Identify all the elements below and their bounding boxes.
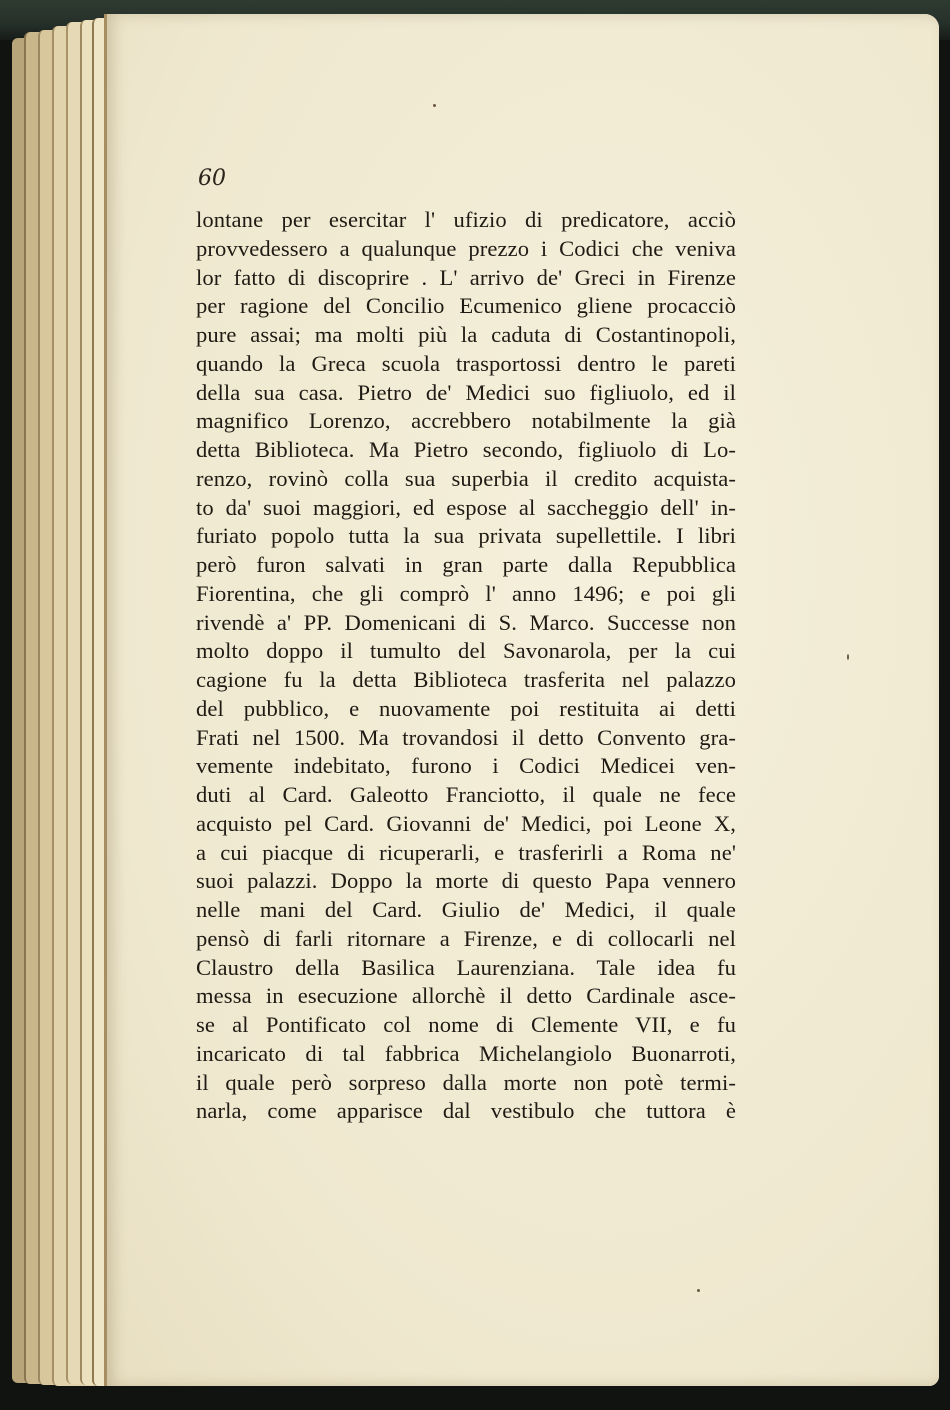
text-line: Fiorentina, che gli comprò l' anno 1496; e poi gli bbox=[196, 580, 736, 606]
paper-speck bbox=[433, 104, 436, 107]
body-text bbox=[196, 206, 736, 1126]
text-line: se al Pontificato col nome di Clemente VII, e fu bbox=[196, 1012, 736, 1037]
paper-speck bbox=[697, 1289, 700, 1292]
text-line: incaricato di tal fabbrica Michelangiolo Buonarroti, bbox=[196, 1040, 736, 1066]
text-line: però furon salvati in gran parte dalla Repubblica bbox=[196, 552, 736, 577]
text-line: renzo, rovinò colla sua superbia il credito acquista- bbox=[196, 465, 736, 491]
text-line: molto doppo il tumulto del Savonarola, per la cui bbox=[196, 638, 736, 664]
text-line: narla, come apparisce dal vestibulo che tuttora è bbox=[196, 1098, 736, 1124]
text-line: acquisto pel Card. Giovanni de' Medici, poi Leone X, bbox=[196, 810, 736, 836]
text-line: rivendè a' PP. Domenicani di S. Marco. Successe non bbox=[196, 609, 736, 635]
text-line: messa in esecuzione allorchè il detto Cardinale asce- bbox=[196, 983, 736, 1009]
text-line: pensò di farli ritornare a Firenze, e di collocarli nel bbox=[196, 925, 736, 951]
text-line: nelle mani del Card. Giulio de' Medici, il quale bbox=[196, 897, 736, 922]
text-line: detta Biblioteca. Ma Pietro secondo, figliuolo di Lo- bbox=[196, 437, 736, 462]
text-line: Claustro della Basilica Laurenziana. Tale idea fu bbox=[196, 954, 736, 980]
text-line: duti al Card. Galeotto Franciotto, il quale ne fece bbox=[196, 782, 736, 807]
text-line: to da' suoi maggiori, ed espose al saccheggio dell' in- bbox=[196, 494, 736, 520]
text-line: suoi palazzi. Doppo la morte di questo Papa vennero bbox=[196, 868, 736, 894]
text-line: lor fatto di discoprire . L' arrivo de' Greci in Firenze bbox=[196, 264, 736, 290]
text-line: il quale però sorpreso dalla morte non potè termi- bbox=[196, 1069, 736, 1095]
text-line: vemente indebitato, furono i Codici Medicei ven- bbox=[196, 753, 736, 779]
page-number: 60 bbox=[198, 166, 226, 191]
text-line: furiato popolo tutta la sua privata supellettile. I libri bbox=[196, 523, 736, 549]
text-line: cagione fu la detta Biblioteca trasferita nel palazzo bbox=[196, 667, 736, 692]
text-line: quando la Greca scuola trasportossi dentro le pareti bbox=[196, 350, 736, 376]
text-line: provvedessero a qualunque prezzo i Codici che veniva bbox=[196, 235, 736, 261]
text-line: magnifico Lorenzo, accrebbero notabilmente la già bbox=[196, 408, 736, 434]
text-line: della sua casa. Pietro de' Medici suo figliuolo, ed il bbox=[196, 379, 736, 405]
text-line: a cui piacque di ricuperarli, e trasferirli a Roma ne' bbox=[196, 839, 736, 865]
text-line: per ragione del Concilio Ecumenico gliene procacciò bbox=[196, 293, 736, 319]
text-line: lontane per esercitar l' ufizio di predicatore, acciò bbox=[196, 207, 736, 232]
paper-speck bbox=[847, 654, 849, 660]
text-line: del pubblico, e nuovamente poi restituita ai detti bbox=[196, 695, 736, 721]
text-line: pure assai; ma molti più la caduta di Costantinopoli, bbox=[196, 322, 736, 347]
text-line: Frati nel 1500. Ma trovandosi il detto Convento gra- bbox=[196, 724, 736, 750]
